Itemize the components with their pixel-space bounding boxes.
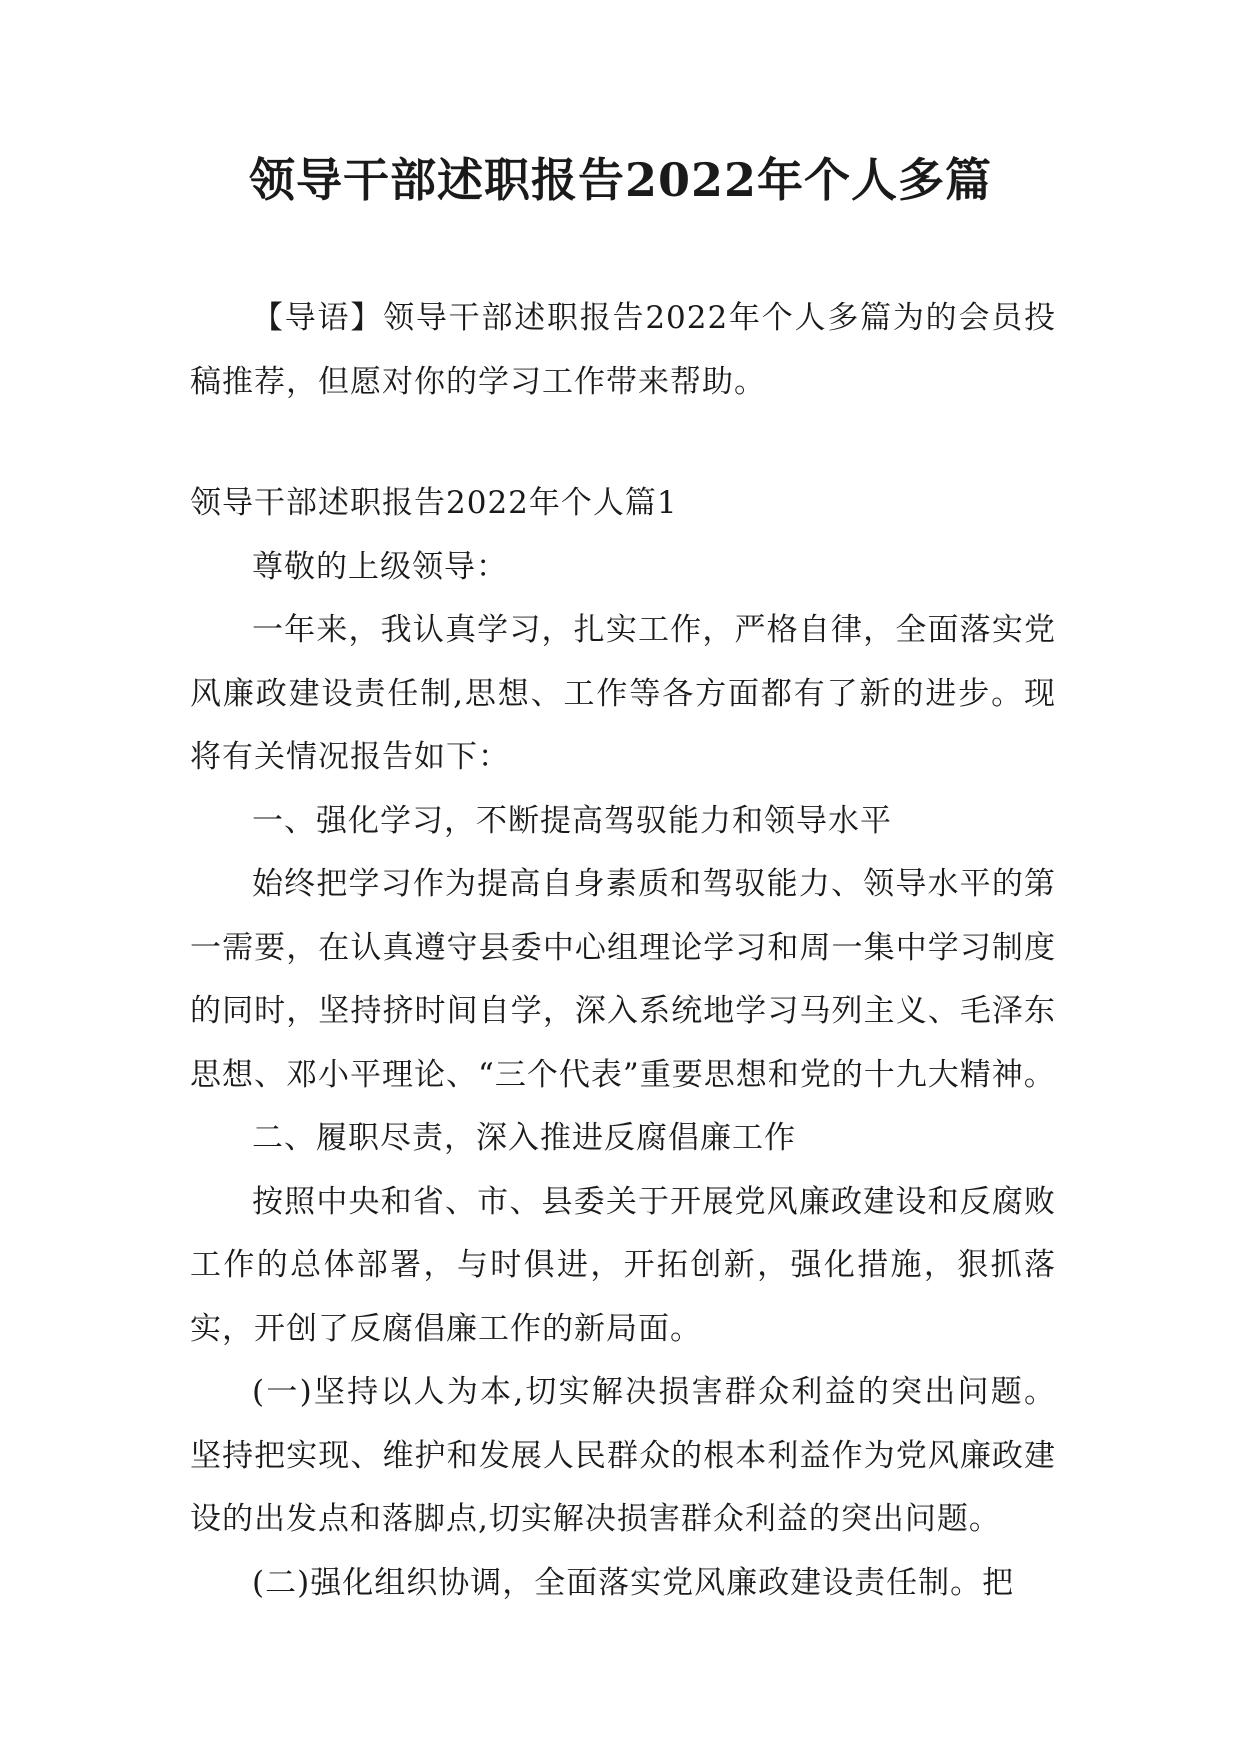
salutation: 尊敬的上级领导： [252,548,508,585]
paragraph-spacer [190,414,1056,472]
section-heading: 领导干部述职报告2022年个人篇1 [190,485,678,521]
body-paragraph: 始终把学习作为提高自身素质和驾驭能力、领导水平的第一需要，在认真遵守县委中心组理论学习和周一集中学习制度的同时，坚持挤时间自学，深入系统地学习马列主义、毛泽东思想、邓小平理论、“三个代表”重要思想和党的十九大精神。 [190,866,1056,1093]
intro-paragraph: 【导语】领导干部述职报告2022年个人多篇为的会员投稿推荐，但愿对你的学习工作带来帮助。 [190,300,1056,400]
body-paragraph: 一年来，我认真学习，扎实工作，严格自律，全面落实党风廉政建设责任制,思想、工作等各方面都有了新的进步。现将有关情况报告如下： [190,612,1056,775]
body-paragraph: (二)强化组织协调，全面落实党风廉政建设责任制。把 [252,1564,1015,1601]
body-paragraph: (一)坚持以人为本,切实解决损害群众利益的突出问题。坚持把实现、维护和发展人民群众的根本利益作为党风廉政建设的出发点和落脚点,切实解决损害群众利益的突出问题。 [190,1374,1056,1537]
document-body [190,287,1056,1615]
subheading-one: 一、强化学习，不断提高驾驭能力和领导水平 [252,802,892,839]
body-paragraph: 按照中央和省、市、县委关于开展党风廉政建设和反腐败工作的总体部署，与时俱进，开拓创新，强化措施，狠抓落实，开创了反腐倡廉工作的新局面。 [190,1183,1056,1347]
subheading-two: 二、履职尽责，深入推进反腐倡廉工作 [252,1120,796,1156]
document-title: 领导干部述职报告2022年个人多篇 [248,153,993,207]
